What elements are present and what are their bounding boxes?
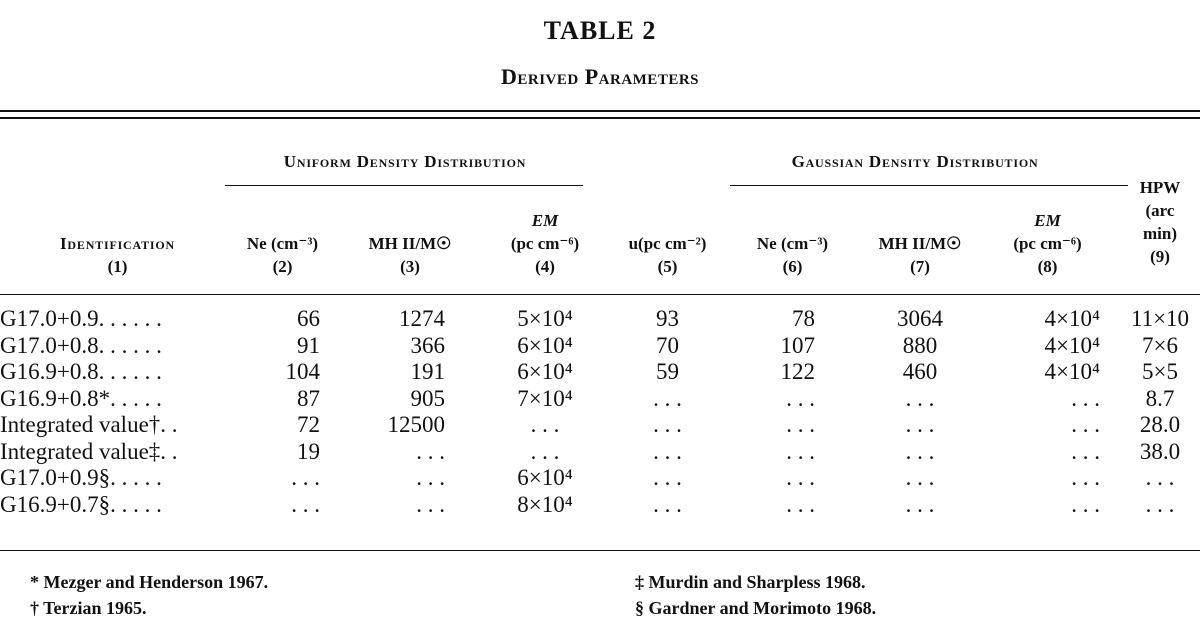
table-cell: 78: [792, 306, 815, 331]
table-cell: 87: [297, 385, 320, 411]
row-identification: G16.9+0.8*. . . . .: [0, 385, 162, 411]
row-identification: G16.9+0.8. . . . . .: [0, 359, 162, 384]
table-cell: . . .: [786, 438, 815, 464]
col-header-6: [735, 232, 850, 278]
table-cell: . . .: [905, 412, 935, 437]
table-cell: 460: [902, 359, 938, 384]
table-cell: 4×10⁴: [1044, 306, 1100, 331]
table-cell: . . .: [1071, 491, 1100, 517]
table-cell: 5×10⁴: [517, 306, 573, 331]
col-header-8-label: EM: [1034, 211, 1061, 230]
table-cell: . . .: [905, 385, 935, 411]
table-cell: . . .: [1145, 465, 1175, 490]
col-header-4-label: EM: [531, 211, 559, 230]
col-header-4-unit: (pc cm⁻⁶): [510, 234, 580, 253]
col-header-5-num: (5): [657, 257, 678, 276]
col-header-6-label: Ne (cm⁻³): [756, 234, 829, 253]
table-cell: 6×10⁴: [517, 465, 573, 490]
table-cell: 122: [780, 359, 815, 384]
col-header-3: [350, 232, 470, 278]
table-cell: . . .: [416, 465, 445, 490]
table-cell: 12500: [387, 412, 445, 437]
row-identification: G17.0+0.9§. . . . .: [0, 465, 162, 490]
table-cell: 38.0: [1139, 438, 1181, 464]
col-header-1: [20, 232, 215, 278]
table-cell: 107: [780, 332, 815, 358]
table-cell: 104: [285, 359, 320, 384]
table-cell: . . .: [416, 438, 445, 464]
group-underline-gaussian: [730, 185, 1128, 186]
table-cell: . . .: [1071, 412, 1100, 437]
table-cell: 6×10⁴: [517, 359, 573, 384]
table-subtitle: Derived Parameters: [500, 64, 699, 89]
col-header-9-num: (9): [1150, 247, 1170, 266]
col-header-9-unit2: min): [1143, 224, 1177, 243]
col-header-3-num: (3): [400, 257, 420, 276]
table-cell: 4×10⁴: [1044, 359, 1100, 384]
table-cell: . . .: [1071, 465, 1100, 490]
table-cell: 8×10⁴: [517, 491, 573, 517]
table-cell: 11×10: [1130, 306, 1190, 331]
row-identification: G17.0+0.9. . . . . .: [0, 306, 162, 331]
table-cell: . . .: [905, 465, 935, 490]
table-cell: 191: [410, 359, 445, 384]
row-identification: G17.0+0.8. . . . . .: [0, 332, 162, 358]
col-header-7-num: (7): [910, 257, 930, 276]
row-identification: Integrated value‡. .: [0, 438, 178, 464]
col-header-1-label: Identification: [60, 234, 175, 253]
col-header-2: [220, 232, 345, 278]
col-header-4: [490, 209, 600, 278]
table-cell: 4×10⁴: [1044, 332, 1100, 358]
table-cell: 8.7: [1145, 385, 1175, 411]
table-cell: 905: [410, 385, 445, 411]
col-header-9-unit: (arc: [1145, 201, 1175, 220]
col-header-5-label: u(pc cm⁻²): [628, 234, 707, 253]
table-cell: . . .: [291, 465, 320, 490]
col-header-9: [1120, 176, 1200, 268]
table-cell: 3064: [897, 306, 943, 331]
table-cell: 880: [902, 332, 938, 358]
table-cell: . . .: [653, 491, 682, 517]
table-cell: 19: [297, 438, 320, 464]
table-cell: . . .: [416, 491, 445, 517]
col-header-8: [995, 209, 1100, 278]
table-cell: 7×10⁴: [517, 385, 573, 411]
footnote-star: * Mezger and Henderson 1967.: [30, 572, 269, 592]
table-cell: 7×6: [1142, 332, 1178, 358]
table-title: TABLE 2: [543, 16, 657, 45]
col-header-1-num: (1): [107, 257, 128, 276]
table-cell: 66: [297, 306, 320, 331]
header-rule: [0, 294, 1200, 295]
footnote-ddagger: ‡ Murdin and Sharpless 1968.: [635, 572, 866, 592]
group-underline-uniform: [225, 185, 583, 186]
row-identification: Integrated value†. .: [0, 412, 178, 437]
col-header-7: [855, 232, 985, 278]
col-header-8-num: (8): [1037, 257, 1058, 276]
table-cell: 72: [297, 412, 320, 437]
table-cell: . . .: [653, 412, 682, 437]
table-cell: . . .: [1071, 385, 1100, 411]
col-header-2-num: (2): [272, 257, 293, 276]
col-header-7-label: MH II/M☉: [878, 234, 962, 253]
col-header-8-unit: (pc cm⁻⁶): [1013, 234, 1082, 253]
table-cell: 59: [656, 359, 679, 384]
col-header-2-label: Ne (cm⁻³): [246, 234, 319, 253]
table-cell: . . .: [653, 438, 682, 464]
row-identification: G16.9+0.7§. . . . .: [0, 491, 162, 517]
footnote-section: § Gardner and Morimoto 1968.: [635, 598, 877, 618]
table-cell: . . .: [530, 412, 560, 437]
table-cell: 6×10⁴: [517, 332, 573, 358]
table-cell: . . .: [786, 412, 815, 437]
table-cell: 28.0: [1139, 412, 1181, 437]
table-cell: . . .: [291, 491, 320, 517]
top-rule-2: [0, 117, 1200, 119]
col-header-4-num: (4): [535, 257, 555, 276]
col-header-9-label: HPW: [1139, 178, 1181, 197]
table-cell: . . .: [530, 438, 560, 464]
table-cell: . . .: [786, 385, 815, 411]
table-cell: 70: [656, 332, 679, 358]
table-cell: . . .: [1071, 438, 1100, 464]
footnote-dagger: † Terzian 1965.: [30, 598, 147, 618]
col-header-5: [605, 232, 730, 278]
table-cell: 366: [410, 332, 445, 358]
group-header-uniform: Uniform Density Distribution: [283, 152, 527, 171]
table-cell: . . .: [653, 385, 682, 411]
table-cell: . . .: [653, 465, 682, 490]
table-cell: . . .: [1145, 491, 1175, 517]
table-cell: . . .: [786, 465, 815, 490]
table-cell: . . .: [905, 491, 935, 517]
col-header-6-num: (6): [782, 257, 803, 276]
col-header-3-label: MH II/M☉: [368, 234, 452, 253]
table-cell: . . .: [786, 491, 815, 517]
table-cell: 93: [656, 306, 679, 331]
table-cell: . . .: [905, 438, 935, 464]
table-cell: 91: [297, 332, 320, 358]
group-header-gaussian: Gaussian Density Distribution: [791, 152, 1039, 171]
bottom-rule: [0, 550, 1200, 551]
table-cell: 5×5: [1142, 359, 1178, 384]
table-cell: 1274: [399, 306, 445, 331]
top-rule-1: [0, 110, 1200, 112]
